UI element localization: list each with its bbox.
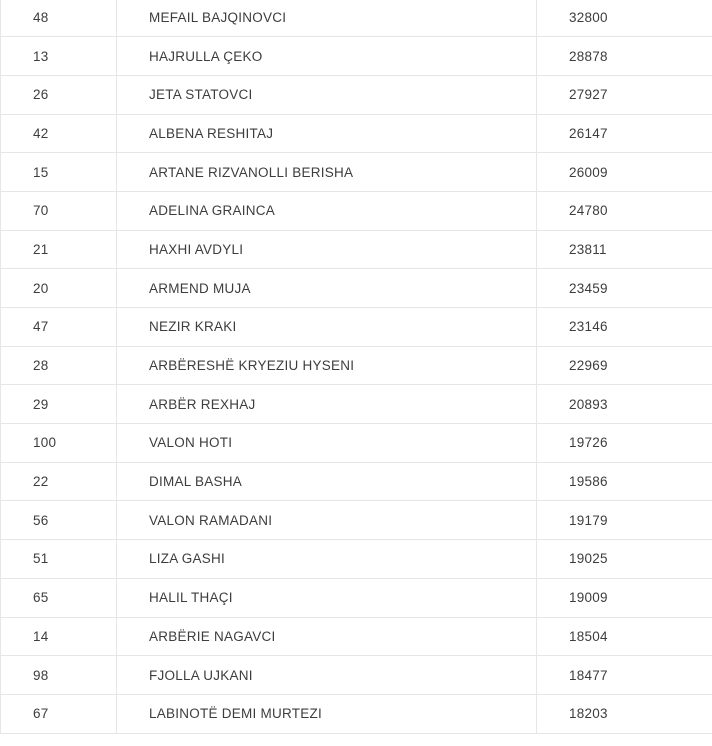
table-row [1,75,712,114]
table-row [1,114,712,153]
candidate-name: NEZIR KRAKI [117,308,537,347]
candidate-votes: 19025 [537,540,712,579]
candidate-number: 98 [1,656,117,695]
candidate-votes: 20893 [537,385,712,424]
table-row [1,540,712,579]
table-row [1,617,712,656]
table-row [1,191,712,230]
candidate-number: 51 [1,540,117,579]
candidate-votes: 26009 [537,153,712,192]
candidate-name: HAJRULLA ÇEKO [117,37,537,76]
candidate-votes: 23811 [537,230,712,269]
candidate-name: LIZA GASHI [117,540,537,579]
candidate-number: 56 [1,501,117,540]
candidate-name: ARBËR REXHAJ [117,385,537,424]
candidate-number: 28 [1,346,117,385]
candidate-name: FJOLLA UJKANI [117,656,537,695]
candidate-name: ARBËRIE NAGAVCI [117,617,537,656]
candidate-name: ADELINA GRAINCA [117,191,537,230]
table-row [1,656,712,695]
candidate-number: 26 [1,75,117,114]
candidate-votes: 19586 [537,462,712,501]
table-row [1,385,712,424]
candidate-results-body [1,0,712,733]
candidate-number: 70 [1,191,117,230]
candidate-number: 48 [1,0,117,37]
candidate-name: VALON HOTI [117,424,537,463]
table-row [1,501,712,540]
candidate-number: 47 [1,308,117,347]
table-row [1,230,712,269]
candidate-name: HALIL THAÇI [117,578,537,617]
candidate-number: 22 [1,462,117,501]
candidate-number: 20 [1,269,117,308]
candidate-votes: 19009 [537,578,712,617]
table-row [1,346,712,385]
table-row [1,578,712,617]
table-row [1,462,712,501]
candidate-votes: 32800 [537,0,712,37]
candidate-votes: 24780 [537,191,712,230]
candidate-votes: 26147 [537,114,712,153]
candidate-name: ALBENA RESHITAJ [117,114,537,153]
candidate-name: MEFAIL BAJQINOVCI [117,0,537,37]
candidate-votes: 22969 [537,346,712,385]
candidate-number: 13 [1,37,117,76]
candidate-name: VALON RAMADANI [117,501,537,540]
table-row [1,308,712,347]
candidate-name: HAXHI AVDYLI [117,230,537,269]
candidate-number: 21 [1,230,117,269]
candidate-number: 65 [1,578,117,617]
candidate-votes: 23146 [537,308,712,347]
candidate-votes: 18504 [537,617,712,656]
candidate-name: LABINOTË DEMI MURTEZI [117,694,537,733]
candidate-name: ARTANE RIZVANOLLI BERISHA [117,153,537,192]
candidate-votes: 18203 [537,694,712,733]
candidate-name: ARMEND MUJA [117,269,537,308]
table-row [1,694,712,733]
candidate-name: JETA STATOVCI [117,75,537,114]
candidate-votes: 23459 [537,269,712,308]
table-row [1,153,712,192]
candidate-number: 42 [1,114,117,153]
candidate-votes: 27927 [537,75,712,114]
candidate-votes: 19726 [537,424,712,463]
table-row [1,0,712,37]
candidate-number: 29 [1,385,117,424]
candidate-votes: 18477 [537,656,712,695]
candidate-votes: 19179 [537,501,712,540]
candidate-number: 100 [1,424,117,463]
table-row [1,37,712,76]
candidate-number: 15 [1,153,117,192]
table-row [1,424,712,463]
table-row [1,269,712,308]
candidate-name: DIMAL BASHA [117,462,537,501]
candidate-number: 14 [1,617,117,656]
candidate-name: ARBËRESHË KRYEZIU HYSENI [117,346,537,385]
candidate-votes: 28878 [537,37,712,76]
candidate-number: 67 [1,694,117,733]
